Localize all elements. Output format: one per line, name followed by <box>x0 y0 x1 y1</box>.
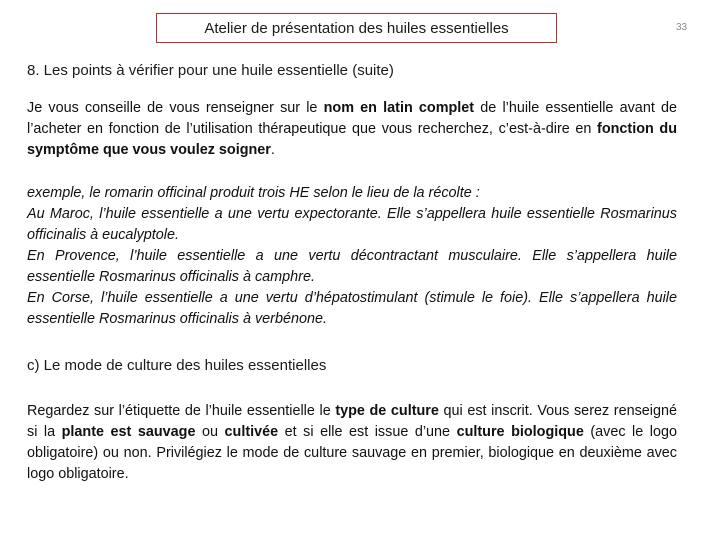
paragraph1-text-2: de l’huile essentielle avant de l’acheter en fonction de l’utilisation thérapeutique que vous recherchez, c’est-à-dire en <box>27 100 678 137</box>
paragraph3-bold-wild: plante est sauvage <box>61 424 196 440</box>
paragraph3-text-1: Regardez sur l’étiquette de l’huile essentielle le <box>27 403 336 419</box>
paragraph1-bold-symptom: fonction du symptôme que vous voulez soigner <box>27 121 677 158</box>
slide-title-box <box>156 13 557 43</box>
subsection-heading: c) Le mode de culture des huiles essentielles <box>27 357 327 374</box>
example-provence: En Provence, l’huile essentielle a une vertu décontractant musculaire. Elle s’appellera huile essentielle Rosmarinus officinalis à camphre. <box>27 248 677 285</box>
paragraph1-bold-latin-name: nom en latin complet <box>323 100 475 116</box>
example-intro: exemple, le romarin officinal produit trois HE selon le lieu de la récolte : <box>27 185 480 201</box>
example-maroc: Au Maroc, l’huile essentielle a une vertu expectorante. Elle s’appellera huile essentielle Rosmarinus officinalis à eucalyptole. <box>27 206 677 243</box>
example-block <box>27 183 677 330</box>
paragraph1-text-3: . <box>270 142 275 158</box>
paragraph3-bold-organic: culture biologique <box>456 424 584 440</box>
paragraph3-text-3: ou <box>195 424 225 440</box>
example-corse: En Corse, l’huile essentielle a une vertu d’hépatostimulant (stimule le foie). Elle s’appellera huile essentielle Rosmarinus officinalis à verbénone. <box>27 290 677 327</box>
paragraph3-text-4: et si elle est issue d’une <box>278 424 457 440</box>
paragraph3-bold-culture-type: type de culture <box>335 403 439 419</box>
paragraph-latin-name <box>27 98 677 161</box>
slide-title: Atelier de présentation des huiles essentielles <box>204 19 509 37</box>
section-heading: 8. Les points à vérifier pour une huile essentielle (suite) <box>27 62 394 79</box>
paragraph3-text-5: (avec le logo obligatoire) ou non. Privilégiez le mode de culture sauvage en premier, biologique en deuxième avec logo obligatoire. <box>27 424 677 482</box>
page-number: 33 <box>676 22 688 33</box>
paragraph3-bold-cultivated: cultivée <box>224 424 279 440</box>
paragraph1-text-1: Je vous conseille de vous renseigner sur le <box>27 100 324 116</box>
paragraph-culture-mode <box>27 401 677 485</box>
paragraph3-text-2: qui est inscrit. Vous serez renseigné si la <box>27 403 678 440</box>
